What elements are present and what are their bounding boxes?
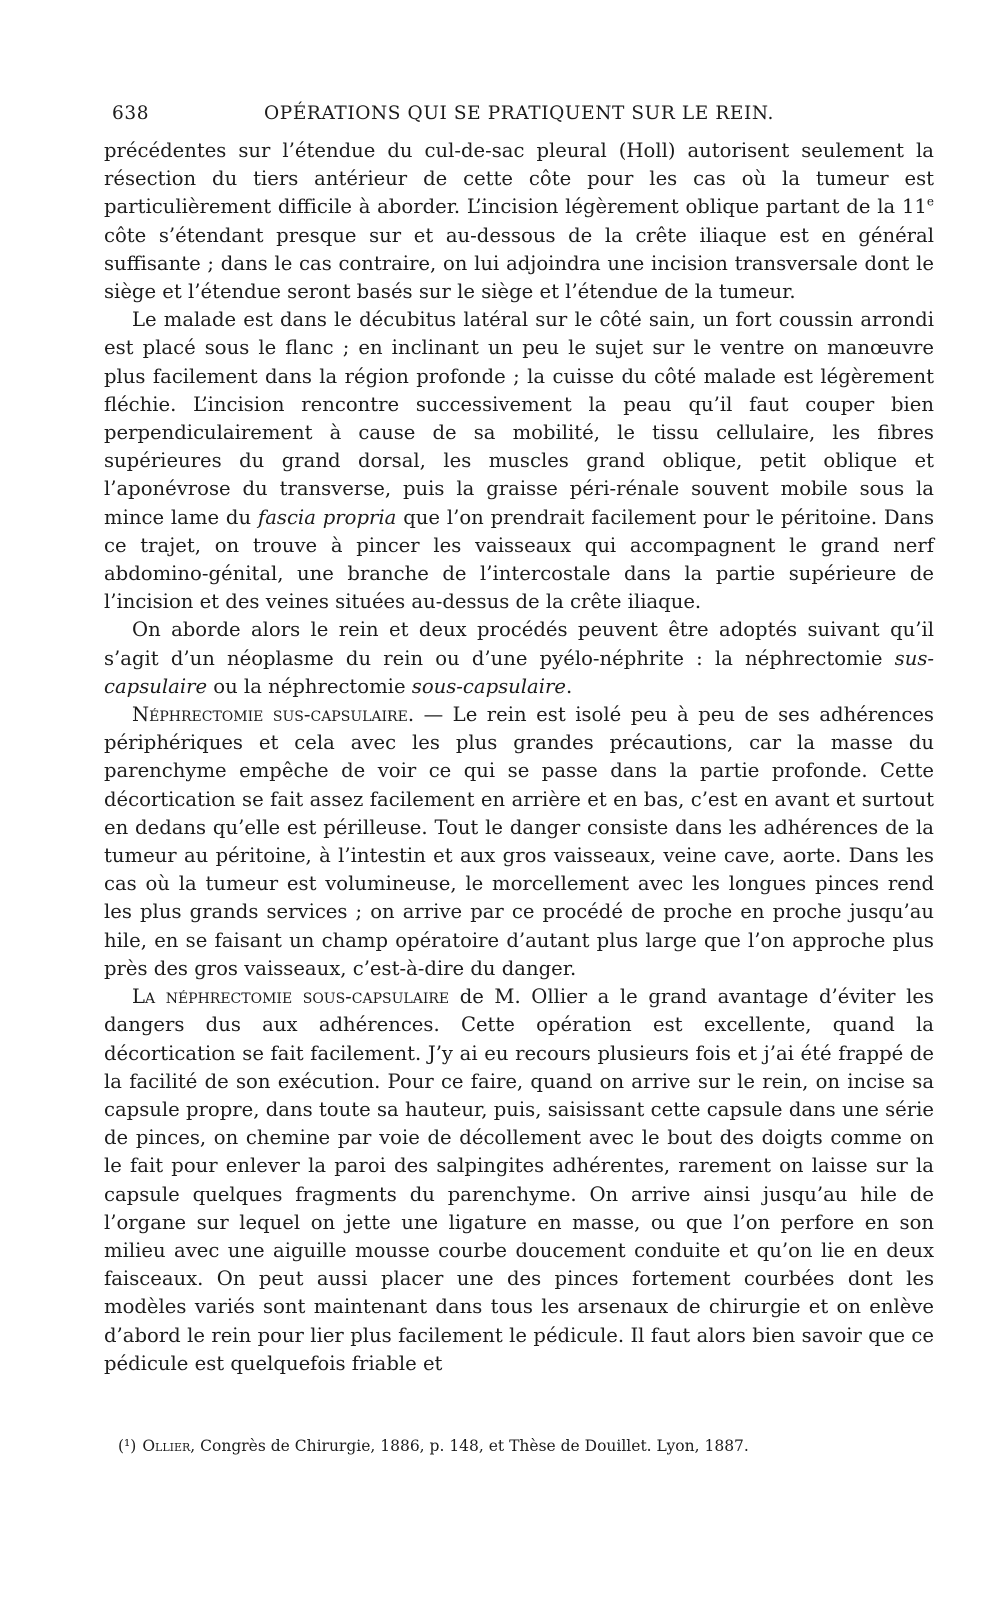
italic-term: sous-capsulaire [411,674,566,698]
paragraph-3-text-c: . [565,674,573,698]
paragraph-4 [104,701,934,983]
footnote [118,1435,928,1457]
paragraph-3-text-a: On aborde alors le rein et deux procédés peuvent être adoptés suivant qu’il s’agit d’un néoplasme du rein ou d’une pyélo-néphrite : la néphrectomie [104,618,934,670]
paragraph-3-text-b: ou la néphrectomie [207,674,412,698]
paragraph-1-rest: côte s’étendant presque sur et au-dessous de la crête iliaque est en général suffisante ; dans le cas contraire, on lui adjoindra une incision transversale dont le siège et l’étendue seront basés sur le siège et l’étendue de la tumeur. [104,223,934,304]
paragraph-3 [104,616,934,701]
paragraph-2 [104,306,934,616]
section-heading: Néphrectomie sus-capsulaire. [132,703,415,727]
paragraph-2-text-b: que l’on prendrait facilement pour le péritoine. Dans ce trajet, on trouve à pincer les vaisseaux qui accompagnent le grand nerf abdomino-génital, une branche de l’intercostale dans la partie supérieure de l’incision et des veines situées au-dessus de la crête iliaque. [104,505,934,614]
ordinal-superscript: e [926,194,934,209]
paragraph-2-text-a: Le malade est dans le décubitus latéral sur le côté sain, un fort coussin arrondi est placé sous le flanc ; en inclinant un peu le sujet sur le ventre on manœuvre plus facilement dans la région profonde ; la cuisse du côté malade est légèrement fléchie. L’incision rencontre successivement la peau qu’il faut couper bien perpendiculairement à cause de sa mobilité, le tissu cellulaire, les fibres supérieures du grand dorsal, les muscles grand oblique, petit oblique et l’aponévrose du transverse, puis la graisse péri-rénale souvent mobile sous la mince lame du [104,308,934,529]
footnote-text: , Congrès de Chirurgie, 1886, p. 148, et Thèse de Douillet. Lyon, 1887. [190,1437,749,1455]
body-text [104,137,934,1378]
paragraph-1 [104,137,934,306]
italic-term: sus-capsulaire [104,646,934,698]
rib-number: 11 [901,195,927,219]
italic-term: fascia propria [257,505,397,529]
footnote-author: Ollier [142,1437,191,1455]
running-title: OPÉRATIONS QUI SE PRATIQUENT SUR LE REIN. [264,103,774,124]
footnote-marker: (¹) [118,1437,137,1455]
paragraph-4-text: — Le rein est isolé peu à peu de ses adhérences périphériques et cela avec les plus grandes précautions, car la masse du parenchyme empêche de voir ce qui se passe dans la partie profonde. Cette décortication se fait assez facilement en arrière et en bas, c’est en avant et surtout en dedans qu’elle est périlleuse. Tout le danger consiste dans les adhérences de la tumeur au péritoine, à l’intestin et aux gros vaisseaux, veine cave, aorte. Dans les cas où la tumeur est volumineuse, le morcellement avec les longues pinces rend les plus grands services ; on arrive par ce procédé de proche en proche jusqu’au hile, en se faisant un champ opératoire d’autant plus large que l’on approche plus près des gros vaisseaux, c’est-à-dire du danger. [104,703,934,980]
page-number: 638 [112,103,150,124]
section-heading: La néphrectomie sous-capsulaire [132,985,450,1009]
paragraph-5 [104,983,934,1378]
paragraph-5-text: de M. Ollier a le grand avantage d’éviter les dangers dus aux adhérences. Cette opération est excellente, quand la décortication se fait facilement. J’y ai eu recours plusieurs fois et j’ai été frappé de la facilité de son exécution. Pour ce faire, quand on arrive sur le rein, on incise sa capsule propre, dans toute sa hauteur, puis, saisissant cette capsule dans une série de pinces, on chemine par voie de décollement avec le bout des doigts comme on le fait pour enlever la paroi des salpingites adhérentes, rarement on laisse sur la capsule quelques fragments du parenchyme. On arrive ainsi jusqu’au hile de l’organe sur lequel on jette une ligature en masse, ou que l’on perfore en son milieu avec une aiguille mousse courbe doucement conduite et qu’on lie en deux faisceaux. On peut aussi placer une des pinces fortement courbées dont les modèles variés sont maintenant dans tous les arsenaux de chirurgie et on enlève d’abord le rein pour lier plus facilement le pédicule. Il faut alors bien savoir que ce pédicule est quelquefois friable et [104,985,934,1375]
running-header [112,103,932,133]
paragraph-1-text: précédentes sur l’étendue du cul-de-sac pleural (Holl) autorisent seulement la résection du tiers antérieur de cette côte pour les cas où la tumeur est particulièrement difficile à aborder. L’incision légèrement oblique partant de la [104,139,934,219]
